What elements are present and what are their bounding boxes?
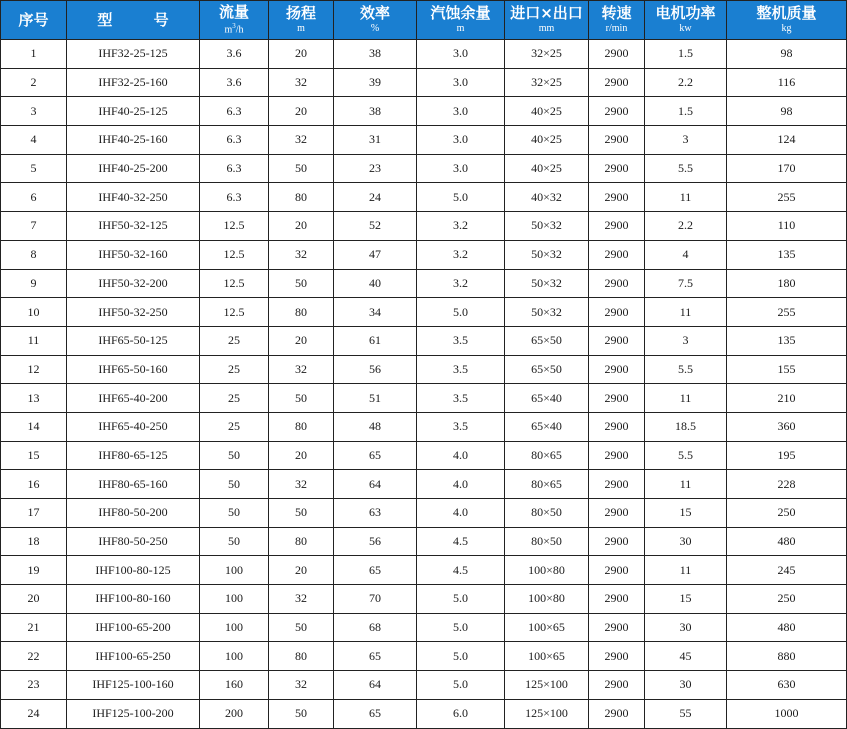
speed-cell: 2900 [589,183,645,212]
header-no [1,1,67,40]
header-npsh-label: 汽蚀余量 [430,4,491,22]
weight-cell: 360 [727,412,847,441]
row-number-cell: 23 [1,671,67,700]
model-cell: IHF80-50-200 [67,499,200,528]
header-speed-unit: r/min [605,23,628,34]
speed-cell: 2900 [589,269,645,298]
speed-cell: 2900 [589,699,645,728]
header-head [269,1,334,40]
ports-cell: 65×40 [505,384,589,413]
power-cell: 1.5 [645,40,727,69]
speed-cell: 2900 [589,441,645,470]
table-row [1,97,847,126]
npsh-cell: 4.0 [417,499,505,528]
flow-cell: 100 [200,642,269,671]
npsh-cell: 5.0 [417,183,505,212]
row-number-cell: 24 [1,699,67,728]
weight-cell: 210 [727,384,847,413]
power-cell: 30 [645,613,727,642]
power-cell: 3 [645,126,727,155]
ports-cell: 65×50 [505,355,589,384]
efficiency-cell: 38 [334,97,417,126]
efficiency-cell: 56 [334,527,417,556]
power-cell: 55 [645,699,727,728]
ports-cell: 100×80 [505,585,589,614]
efficiency-cell: 39 [334,68,417,97]
head-cell: 80 [269,298,334,327]
weight-cell: 880 [727,642,847,671]
power-cell: 11 [645,556,727,585]
weight-cell: 1000 [727,699,847,728]
head-cell: 20 [269,326,334,355]
weight-cell: 110 [727,212,847,241]
flow-cell: 25 [200,384,269,413]
model-cell: IHF50-32-125 [67,212,200,241]
model-cell: IHF100-65-200 [67,613,200,642]
ports-cell: 65×50 [505,326,589,355]
npsh-cell: 5.0 [417,671,505,700]
model-cell: IHF32-25-125 [67,40,200,69]
power-cell: 15 [645,499,727,528]
efficiency-cell: 56 [334,355,417,384]
efficiency-cell: 47 [334,240,417,269]
speed-cell: 2900 [589,298,645,327]
flow-cell: 12.5 [200,212,269,241]
table-row [1,699,847,728]
head-cell: 50 [269,384,334,413]
table-row [1,470,847,499]
speed-cell: 2900 [589,470,645,499]
power-cell: 4 [645,240,727,269]
power-cell: 2.2 [645,212,727,241]
head-cell: 20 [269,40,334,69]
ports-cell: 100×65 [505,642,589,671]
header-ports-unit: mm [538,23,555,34]
row-number-cell: 19 [1,556,67,585]
flow-unit-base: m [224,24,233,36]
table-row [1,556,847,585]
table-row [1,212,847,241]
speed-cell: 2900 [589,68,645,97]
efficiency-cell: 63 [334,499,417,528]
head-cell: 20 [269,97,334,126]
header-ports [505,1,589,40]
model-cell: IHF40-25-160 [67,126,200,155]
model-cell: IHF80-50-250 [67,527,200,556]
efficiency-cell: 65 [334,642,417,671]
row-number-cell: 14 [1,412,67,441]
weight-cell: 135 [727,326,847,355]
flow-cell: 25 [200,326,269,355]
npsh-cell: 3.0 [417,97,505,126]
efficiency-cell: 51 [334,384,417,413]
header-power-label: 电机功率 [655,4,716,22]
ports-cell: 40×25 [505,154,589,183]
table-row [1,585,847,614]
head-cell: 32 [269,355,334,384]
ports-cell: 80×65 [505,470,589,499]
power-cell: 15 [645,585,727,614]
header-row [1,1,847,40]
speed-cell: 2900 [589,642,645,671]
power-cell: 2.2 [645,68,727,97]
row-number-cell: 2 [1,68,67,97]
flow-cell: 100 [200,585,269,614]
table-row [1,613,847,642]
power-cell: 11 [645,183,727,212]
head-cell: 50 [269,699,334,728]
efficiency-cell: 52 [334,212,417,241]
efficiency-cell: 61 [334,326,417,355]
weight-cell: 255 [727,298,847,327]
head-cell: 32 [269,68,334,97]
speed-cell: 2900 [589,556,645,585]
model-cell: IHF50-32-250 [67,298,200,327]
ports-cell: 125×100 [505,671,589,700]
npsh-cell: 3.2 [417,269,505,298]
head-cell: 32 [269,240,334,269]
header-flow-label: 流量 [218,2,249,21]
ports-cell: 80×50 [505,527,589,556]
model-cell: IHF40-25-125 [67,97,200,126]
weight-cell: 98 [727,97,847,126]
efficiency-cell: 23 [334,154,417,183]
npsh-cell: 6.0 [417,699,505,728]
model-cell: IHF125-100-200 [67,699,200,728]
model-cell: IHF40-25-200 [67,154,200,183]
model-cell: IHF65-50-160 [67,355,200,384]
npsh-cell: 3.0 [417,40,505,69]
table-header [1,1,847,40]
speed-cell: 2900 [589,527,645,556]
power-cell: 11 [645,384,727,413]
head-cell: 32 [269,671,334,700]
flow-cell: 160 [200,671,269,700]
power-cell: 5.5 [645,441,727,470]
flow-cell: 3.6 [200,40,269,69]
head-cell: 32 [269,126,334,155]
header-weight-unit: kg [781,23,792,34]
model-cell: IHF50-32-160 [67,240,200,269]
table-row [1,671,847,700]
table-row [1,269,847,298]
table-row [1,441,847,470]
header-speed-label: 转速 [601,4,632,22]
header-efficiency-unit: % [370,23,380,34]
npsh-cell: 4.0 [417,441,505,470]
header-power-unit: kw [679,23,692,34]
row-number-cell: 11 [1,326,67,355]
table-row [1,499,847,528]
row-number-cell: 20 [1,585,67,614]
weight-cell: 155 [727,355,847,384]
row-number-cell: 8 [1,240,67,269]
ports-cell: 40×32 [505,183,589,212]
flow-cell: 12.5 [200,269,269,298]
row-number-cell: 7 [1,212,67,241]
head-cell: 50 [269,154,334,183]
efficiency-cell: 70 [334,585,417,614]
npsh-cell: 3.0 [417,126,505,155]
speed-cell: 2900 [589,412,645,441]
ports-cell: 40×25 [505,97,589,126]
efficiency-cell: 31 [334,126,417,155]
header-efficiency [334,1,417,40]
weight-cell: 480 [727,527,847,556]
flow-cell: 6.3 [200,126,269,155]
weight-cell: 480 [727,613,847,642]
header-head-label: 扬程 [285,4,316,22]
weight-cell: 180 [727,269,847,298]
efficiency-cell: 24 [334,183,417,212]
ports-cell: 50×32 [505,240,589,269]
weight-cell: 124 [727,126,847,155]
weight-cell: 250 [727,585,847,614]
header-weight-label: 整机质量 [756,4,817,22]
flow-unit-tail: /h [235,24,244,36]
flow-cell: 50 [200,470,269,499]
model-cell: IHF100-80-125 [67,556,200,585]
row-number-cell: 22 [1,642,67,671]
efficiency-cell: 34 [334,298,417,327]
row-number-cell: 9 [1,269,67,298]
npsh-cell: 4.5 [417,556,505,585]
efficiency-cell: 38 [334,40,417,69]
flow-cell: 25 [200,412,269,441]
npsh-cell: 5.0 [417,298,505,327]
table-row [1,154,847,183]
flow-unit-sup: 3 [232,21,236,30]
header-flow [200,1,269,40]
head-cell: 20 [269,441,334,470]
row-number-cell: 10 [1,298,67,327]
npsh-cell: 4.0 [417,470,505,499]
model-cell: IHF100-65-250 [67,642,200,671]
flow-cell: 6.3 [200,97,269,126]
ports-cell: 65×40 [505,412,589,441]
model-cell: IHF100-80-160 [67,585,200,614]
speed-cell: 2900 [589,326,645,355]
header-power [645,1,727,40]
ports-cell: 80×65 [505,441,589,470]
flow-cell: 6.3 [200,183,269,212]
header-model [67,1,200,40]
weight-cell: 245 [727,556,847,585]
weight-cell: 170 [727,154,847,183]
row-number-cell: 18 [1,527,67,556]
flow-cell: 50 [200,441,269,470]
speed-cell: 2900 [589,585,645,614]
row-number-cell: 5 [1,154,67,183]
speed-cell: 2900 [589,240,645,269]
model-cell: IHF80-65-125 [67,441,200,470]
power-cell: 11 [645,470,727,499]
npsh-cell: 5.0 [417,642,505,671]
flow-cell: 100 [200,613,269,642]
ports-cell: 32×25 [505,40,589,69]
head-cell: 50 [269,499,334,528]
ports-cell: 100×65 [505,613,589,642]
flow-cell: 100 [200,556,269,585]
npsh-cell: 3.2 [417,240,505,269]
npsh-cell: 5.0 [417,613,505,642]
power-cell: 3 [645,326,727,355]
npsh-cell: 3.5 [417,384,505,413]
row-number-cell: 17 [1,499,67,528]
efficiency-cell: 65 [334,441,417,470]
flow-cell: 12.5 [200,240,269,269]
flow-cell: 50 [200,499,269,528]
weight-cell: 250 [727,499,847,528]
speed-cell: 2900 [589,355,645,384]
head-cell: 80 [269,412,334,441]
head-cell: 80 [269,642,334,671]
npsh-cell: 3.5 [417,412,505,441]
head-cell: 80 [269,527,334,556]
npsh-cell: 3.0 [417,68,505,97]
ports-cell: 40×25 [505,126,589,155]
model-cell: IHF65-40-250 [67,412,200,441]
model-cell: IHF65-50-125 [67,326,200,355]
head-cell: 20 [269,556,334,585]
header-head-unit: m [297,23,305,34]
efficiency-cell: 68 [334,613,417,642]
power-cell: 5.5 [645,154,727,183]
row-number-cell: 3 [1,97,67,126]
row-number-cell: 13 [1,384,67,413]
row-number-cell: 1 [1,40,67,69]
power-cell: 30 [645,527,727,556]
ports-cell: 50×32 [505,269,589,298]
table-body [1,40,847,729]
speed-cell: 2900 [589,40,645,69]
header-speed [589,1,645,40]
npsh-cell: 4.5 [417,527,505,556]
row-number-cell: 16 [1,470,67,499]
table-row [1,183,847,212]
model-cell: IHF50-32-200 [67,269,200,298]
header-npsh-unit: m [456,23,465,34]
efficiency-cell: 64 [334,470,417,499]
weight-cell: 116 [727,68,847,97]
power-cell: 45 [645,642,727,671]
power-cell: 5.5 [645,355,727,384]
power-cell: 11 [645,298,727,327]
ports-cell: 50×32 [505,212,589,241]
table-row [1,126,847,155]
header-weight [727,1,847,40]
ports-cell: 125×100 [505,699,589,728]
efficiency-cell: 48 [334,412,417,441]
row-number-cell: 6 [1,183,67,212]
table-row [1,40,847,69]
row-number-cell: 15 [1,441,67,470]
row-number-cell: 21 [1,613,67,642]
header-efficiency-label: 效率 [359,4,390,22]
table-row [1,527,847,556]
power-cell: 7.5 [645,269,727,298]
speed-cell: 2900 [589,154,645,183]
table-row [1,642,847,671]
ports-cell: 32×25 [505,68,589,97]
head-cell: 50 [269,269,334,298]
ports-cell: 100×80 [505,556,589,585]
weight-cell: 135 [727,240,847,269]
header-ports-label: 进口×出口 [510,4,583,22]
head-cell: 80 [269,183,334,212]
model-cell: IHF40-32-250 [67,183,200,212]
header-flow-unit [200,23,268,35]
speed-cell: 2900 [589,499,645,528]
table-row [1,326,847,355]
table-row [1,240,847,269]
weight-cell: 98 [727,40,847,69]
model-cell: IHF65-40-200 [67,384,200,413]
speed-cell: 2900 [589,384,645,413]
power-cell: 1.5 [645,97,727,126]
npsh-cell: 3.0 [417,154,505,183]
speed-cell: 2900 [589,613,645,642]
flow-cell: 25 [200,355,269,384]
header-model-label: 型 号 [97,10,187,29]
row-number-cell: 4 [1,126,67,155]
model-cell: IHF32-25-160 [67,68,200,97]
weight-cell: 228 [727,470,847,499]
table-row [1,68,847,97]
flow-cell: 50 [200,527,269,556]
weight-cell: 255 [727,183,847,212]
table-row [1,412,847,441]
speed-cell: 2900 [589,97,645,126]
ports-cell: 80×50 [505,499,589,528]
power-cell: 30 [645,671,727,700]
flow-cell: 3.6 [200,68,269,97]
efficiency-cell: 40 [334,269,417,298]
model-cell: IHF125-100-160 [67,671,200,700]
ports-cell: 50×32 [505,298,589,327]
table-row [1,298,847,327]
head-cell: 32 [269,470,334,499]
head-cell: 20 [269,212,334,241]
flow-cell: 200 [200,699,269,728]
flow-cell: 6.3 [200,154,269,183]
header-npsh [417,1,505,40]
flow-cell: 12.5 [200,298,269,327]
row-number-cell: 12 [1,355,67,384]
head-cell: 50 [269,613,334,642]
power-cell: 18.5 [645,412,727,441]
npsh-cell: 3.5 [417,326,505,355]
head-cell: 32 [269,585,334,614]
efficiency-cell: 65 [334,556,417,585]
npsh-cell: 3.2 [417,212,505,241]
weight-cell: 630 [727,671,847,700]
efficiency-cell: 64 [334,671,417,700]
efficiency-cell: 65 [334,699,417,728]
speed-cell: 2900 [589,212,645,241]
header-no-label: 序号 [18,10,49,29]
table-row [1,384,847,413]
npsh-cell: 5.0 [417,585,505,614]
npsh-cell: 3.5 [417,355,505,384]
speed-cell: 2900 [589,126,645,155]
model-cell: IHF80-65-160 [67,470,200,499]
table-row [1,355,847,384]
weight-cell: 195 [727,441,847,470]
speed-cell: 2900 [589,671,645,700]
